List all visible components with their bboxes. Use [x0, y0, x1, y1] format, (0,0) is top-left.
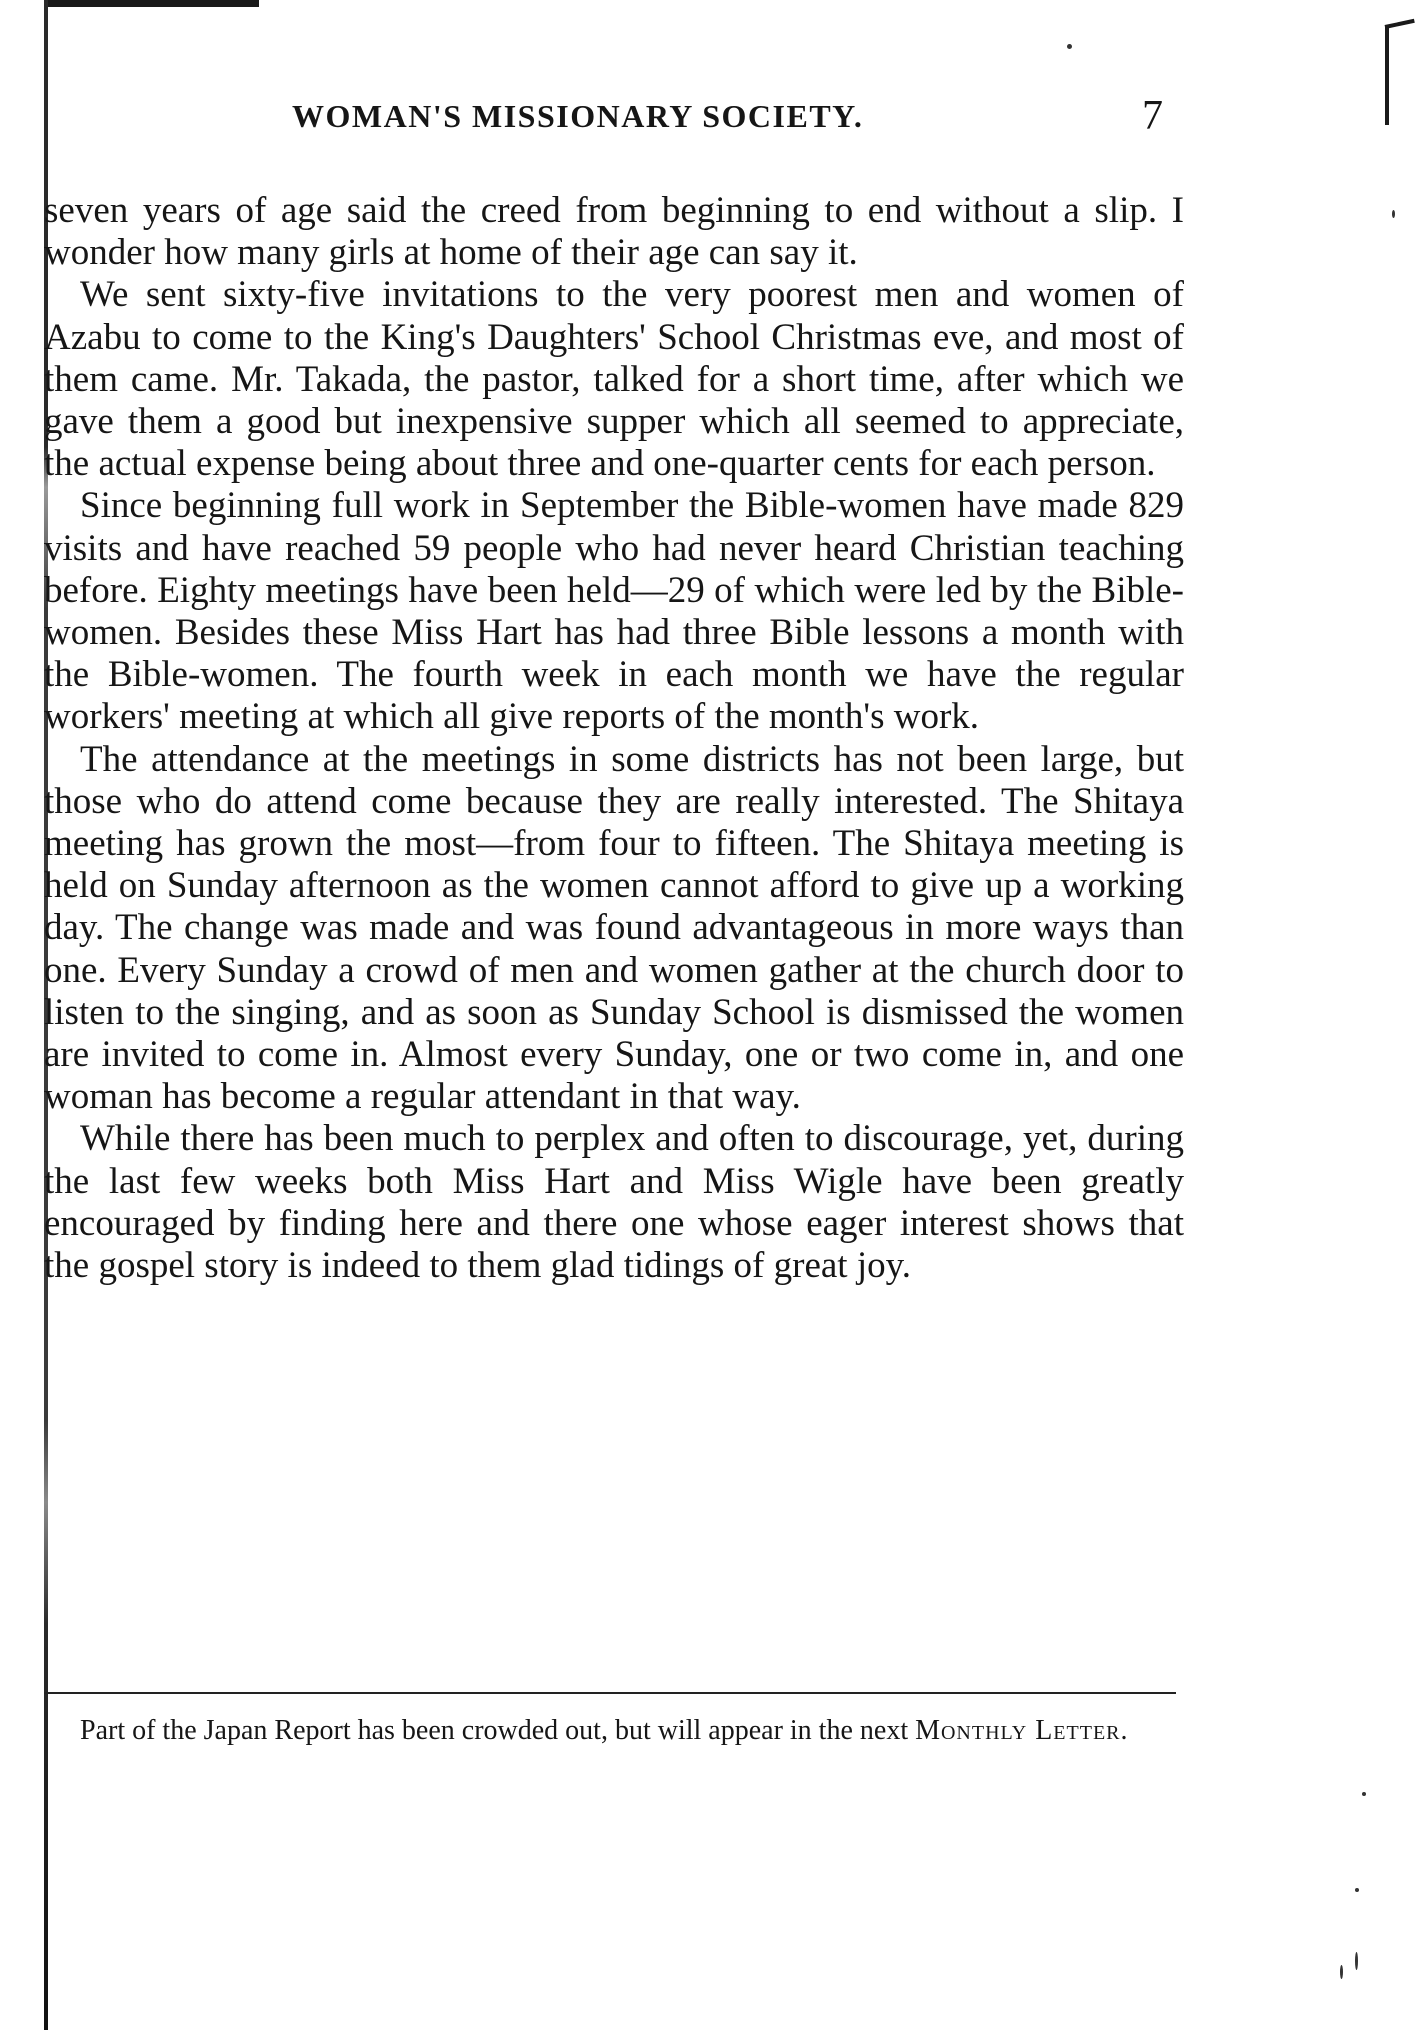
paragraph: seven years of age said the creed from beginning to end without a slip. I wonder how many girls at home of their age can say it. [44, 190, 1184, 274]
scan-speck [1392, 210, 1395, 218]
scan-speck [1362, 1792, 1366, 1796]
scan-speck [1340, 1965, 1343, 1979]
scan-edge-bar [44, 0, 259, 7]
footnote [80, 1715, 1190, 1747]
paragraph: While there has been much to perplex and often to discourage, yet, during the last few weeks both Miss Hart and Miss Wigle have been greatly encouraged by finding here and there one whose eager interest shows that the gospel story is indeed to them glad tidings of great joy. [44, 1118, 1184, 1287]
paragraph: Since beginning full work in September the Bible-women have made 829 visits and have reached 59 people who had never heard Christian teaching before. Eighty meetings have been held—29 of which were led by the Bible-women. Besides these Miss Hart has had three Bible lessons a month with the Bible-women. The fourth week in each month we have the regular workers' meeting at which all give reports of the month's work. [44, 485, 1184, 738]
paragraph: We sent sixty-five invitations to the very poorest men and women of Azabu to come to the King's Daughters' School Christmas eve, and most of them came. Mr. Takada, the pastor, talked for a short time, after which we gave them a good but inexpensive supper which all seemed to appreciate, the actual expense being about three and one-quarter cents for each person. [44, 274, 1184, 485]
running-title: WOMAN'S MISSIONARY SOCIETY. [292, 98, 864, 134]
publication-title: Monthly Letter [915, 1715, 1121, 1746]
footnote-divider [44, 1692, 1176, 1694]
page-number: 7 [1142, 93, 1163, 139]
scan-crop-mark [1385, 25, 1389, 125]
scan-crop-mark-top [1385, 19, 1415, 29]
scan-speck [1355, 1888, 1359, 1892]
scan-speck [1067, 44, 1072, 49]
scan-speck [1355, 1952, 1358, 1970]
article-body [44, 190, 1184, 1287]
footnote-text: Part of the Japan Report has been crowded out, but will appear in the next [80, 1715, 909, 1746]
footnote-end: . [1120, 1715, 1128, 1746]
paragraph: The attendance at the meetings in some districts has not been large, but those who do attend come because they are really interested. The Shitaya meeting has grown the most—from four to fifteen. The Shitaya meeting is held on Sunday afternoon as the women cannot afford to give up a working day. The change was made and was found advantageous in more ways than one. Every Sunday a crowd of men and women gather at the church door to listen to the singing, and as soon as Sunday School is dismissed the women are invited to come in. Almost every Sunday, one or two come in, and one woman has become a regular attendant in that way. [44, 738, 1184, 1118]
